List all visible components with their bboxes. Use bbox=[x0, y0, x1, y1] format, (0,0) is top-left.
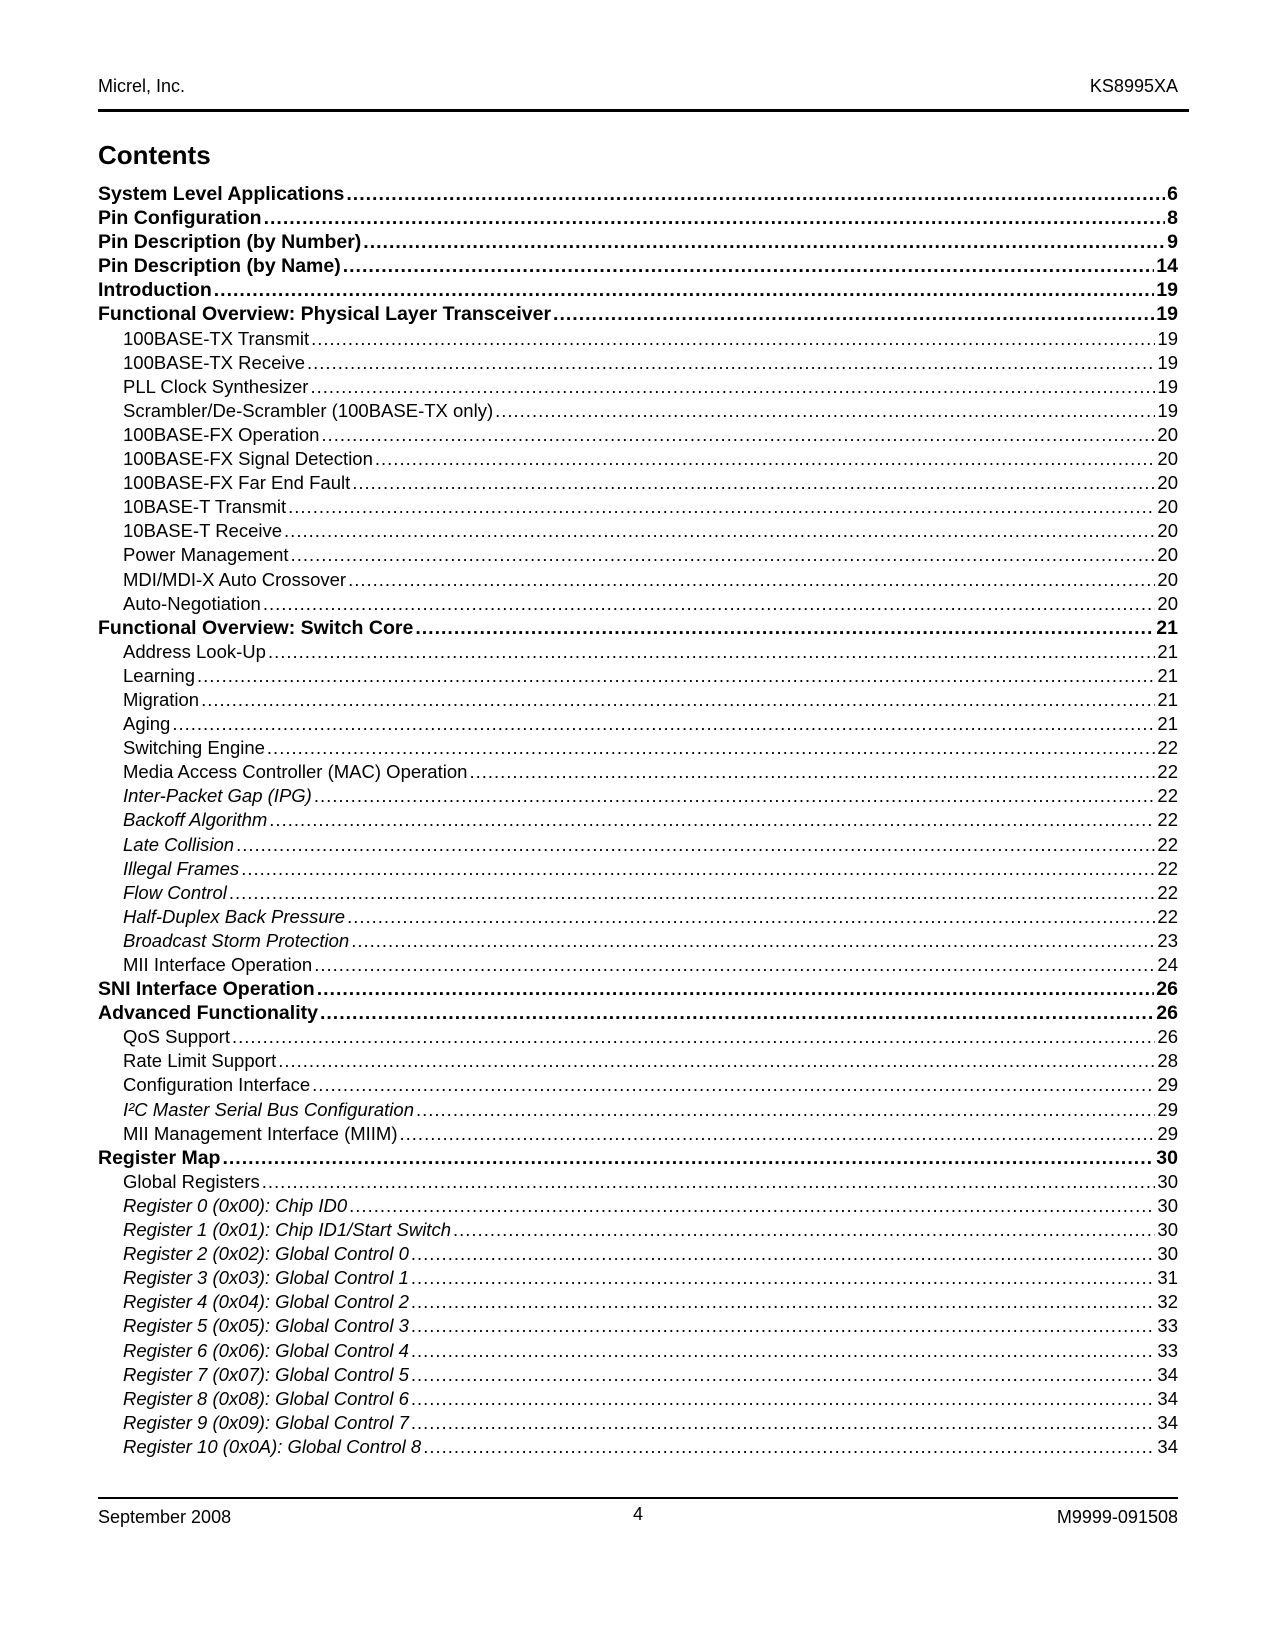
toc-entry-label: 10BASE-T Transmit bbox=[123, 496, 287, 518]
toc-entry[interactable] bbox=[98, 833, 1178, 857]
toc-entry[interactable] bbox=[98, 1170, 1178, 1194]
dot-leader bbox=[411, 1266, 1156, 1290]
dot-leader bbox=[411, 1363, 1156, 1387]
toc-entry-page: 9 bbox=[1167, 231, 1178, 254]
toc-entry[interactable] bbox=[98, 784, 1178, 808]
toc-entry[interactable] bbox=[98, 182, 1178, 206]
toc-entry-label: Flow Control bbox=[123, 881, 227, 903]
toc-entry[interactable] bbox=[98, 1098, 1178, 1122]
dot-leader bbox=[197, 664, 1155, 688]
toc-entry-label: Scrambler/De-Scrambler (100BASE-TX only) bbox=[123, 399, 494, 421]
header-company: Micrel, Inc. bbox=[98, 76, 186, 96]
toc-entry[interactable] bbox=[98, 1025, 1178, 1049]
toc-entry-page: 21 bbox=[1156, 616, 1178, 639]
toc-entry-label: 100BASE-FX Far End Fault bbox=[123, 472, 351, 494]
toc-entry[interactable] bbox=[98, 1363, 1178, 1387]
toc-entry-page: 21 bbox=[1157, 640, 1178, 662]
toc-entry-label: Switching Engine bbox=[123, 737, 265, 759]
toc-entry-page: 30 bbox=[1157, 1243, 1178, 1265]
toc-entry-label: Introduction bbox=[98, 279, 212, 302]
toc-entry-page: 20 bbox=[1157, 592, 1178, 614]
dot-leader bbox=[264, 206, 1166, 230]
toc-entry[interactable] bbox=[98, 1073, 1178, 1097]
toc-entry-page: 26 bbox=[1156, 1002, 1178, 1025]
dot-leader bbox=[348, 568, 1155, 592]
toc-entry-label: Register 1 (0x01): Chip ID1/Start Switch bbox=[123, 1219, 451, 1241]
toc-entry-label: Advanced Functionality bbox=[98, 1002, 318, 1025]
toc-entry-page: 20 bbox=[1157, 568, 1178, 590]
page-title: Contents bbox=[98, 140, 211, 170]
toc-entry[interactable] bbox=[98, 640, 1178, 664]
toc-entry-label: Illegal Frames bbox=[123, 857, 240, 879]
toc-entry-label: Pin Description (by Name) bbox=[98, 255, 341, 278]
dot-leader bbox=[553, 302, 1154, 326]
toc-entry-label: Register 10 (0x0A): Global Control 8 bbox=[123, 1435, 422, 1457]
toc-entry-page: 34 bbox=[1157, 1435, 1178, 1457]
dot-leader bbox=[291, 543, 1156, 567]
toc-entry[interactable] bbox=[98, 254, 1178, 278]
toc-entry-label: Register 2 (0x02): Global Control 0 bbox=[123, 1243, 409, 1265]
toc-entry-page: 21 bbox=[1157, 664, 1178, 686]
toc-entry-label: 10BASE-T Receive bbox=[123, 520, 283, 542]
dot-leader bbox=[314, 953, 1155, 977]
dot-leader bbox=[262, 1170, 1156, 1194]
toc-entry-label: Migration bbox=[123, 688, 200, 710]
dot-leader bbox=[352, 471, 1155, 495]
toc-entry-page: 23 bbox=[1157, 929, 1178, 951]
dot-leader bbox=[241, 857, 1155, 881]
dot-leader bbox=[321, 423, 1155, 447]
toc-entry-label: Pin Description (by Number) bbox=[98, 231, 362, 254]
table-of-contents bbox=[98, 182, 1178, 1459]
toc-entry-page: 19 bbox=[1157, 327, 1178, 349]
dot-leader bbox=[267, 736, 1156, 760]
toc-entry[interactable] bbox=[98, 616, 1178, 640]
toc-entry[interactable] bbox=[98, 929, 1178, 953]
toc-entry[interactable] bbox=[98, 230, 1178, 254]
toc-entry-page: 19 bbox=[1156, 279, 1178, 302]
toc-entry-page: 29 bbox=[1157, 1122, 1178, 1144]
toc-entry[interactable] bbox=[98, 953, 1178, 977]
dot-leader bbox=[343, 254, 1155, 278]
toc-entry-label: Register 6 (0x06): Global Control 4 bbox=[123, 1339, 409, 1361]
dot-leader bbox=[278, 1049, 1155, 1073]
toc-entry-page: 6 bbox=[1167, 183, 1178, 205]
toc-entry[interactable] bbox=[98, 736, 1178, 760]
toc-entry-page: 21 bbox=[1157, 713, 1178, 735]
toc-entry-label: MDI/MDI-X Auto Crossover bbox=[123, 568, 347, 590]
toc-entry-page: 30 bbox=[1157, 1194, 1178, 1216]
toc-entry[interactable] bbox=[98, 664, 1178, 688]
toc-entry-page: 22 bbox=[1157, 761, 1178, 783]
toc-entry-label: Register 5 (0x05): Global Control 3 bbox=[123, 1315, 409, 1337]
toc-entry[interactable] bbox=[98, 302, 1178, 326]
page-header bbox=[98, 76, 1178, 97]
toc-entry-label: Functional Overview: Physical Layer Transceiver bbox=[98, 303, 552, 326]
toc-entry[interactable] bbox=[98, 495, 1178, 519]
toc-entry-page: 34 bbox=[1157, 1411, 1178, 1433]
toc-entry-page: 30 bbox=[1157, 1170, 1178, 1192]
footer-doc-number: M9999-091508 bbox=[1056, 1507, 1178, 1527]
dot-leader bbox=[411, 1290, 1156, 1314]
toc-entry-label: MII Management Interface (MIIM) bbox=[123, 1122, 398, 1144]
toc-entry-page: 34 bbox=[1157, 1387, 1178, 1409]
dot-leader bbox=[317, 977, 1155, 1001]
toc-entry-page: 30 bbox=[1156, 1146, 1178, 1169]
toc-entry-label: Backoff Algorithm bbox=[123, 809, 268, 831]
toc-entry[interactable] bbox=[98, 471, 1178, 495]
toc-entry[interactable] bbox=[98, 543, 1178, 567]
dot-leader bbox=[411, 1387, 1156, 1411]
dot-leader bbox=[411, 1242, 1156, 1266]
toc-entry[interactable] bbox=[98, 1435, 1178, 1459]
toc-entry-page: 20 bbox=[1157, 423, 1178, 445]
toc-entry-page: 19 bbox=[1157, 399, 1178, 421]
toc-entry-page: 20 bbox=[1157, 520, 1178, 542]
dot-leader bbox=[320, 1001, 1154, 1025]
dot-leader bbox=[311, 327, 1155, 351]
toc-entry-page: 22 bbox=[1157, 833, 1178, 855]
toc-entry-page: 22 bbox=[1157, 905, 1178, 927]
toc-entry[interactable] bbox=[98, 327, 1178, 351]
footer-rule bbox=[98, 1497, 1178, 1499]
toc-entry-page: 20 bbox=[1157, 448, 1178, 470]
toc-entry-page: 34 bbox=[1157, 1363, 1178, 1385]
page-number: 4 bbox=[632, 1504, 643, 1524]
dot-leader bbox=[201, 688, 1155, 712]
dot-leader bbox=[423, 1435, 1155, 1459]
toc-entry[interactable] bbox=[98, 1122, 1178, 1146]
toc-entry[interactable] bbox=[98, 399, 1178, 423]
dot-leader bbox=[263, 592, 1156, 616]
dot-leader bbox=[232, 1025, 1155, 1049]
dot-leader bbox=[310, 375, 1155, 399]
toc-entry-page: 14 bbox=[1156, 255, 1178, 278]
toc-entry-label: Inter-Packet Gap (IPG) bbox=[123, 785, 312, 807]
toc-entry[interactable] bbox=[98, 447, 1178, 471]
toc-entry-page: 24 bbox=[1157, 954, 1178, 975]
toc-entry-page: 20 bbox=[1157, 544, 1178, 566]
toc-entry-label: Register 8 (0x08): Global Control 6 bbox=[123, 1387, 409, 1409]
toc-entry[interactable] bbox=[98, 1339, 1178, 1363]
toc-entry-label: Global Registers bbox=[123, 1170, 260, 1192]
toc-entry-label: MII Interface Operation bbox=[123, 954, 313, 975]
toc-entry-label: 100BASE-FX Signal Detection bbox=[123, 448, 373, 470]
toc-entry-label: Auto-Negotiation bbox=[123, 592, 261, 614]
toc-entry-label: Pin Configuration bbox=[98, 207, 262, 230]
dot-leader bbox=[351, 929, 1155, 953]
toc-entry[interactable] bbox=[98, 1242, 1178, 1266]
dot-leader bbox=[288, 495, 1155, 519]
dot-leader bbox=[349, 1194, 1155, 1218]
toc-entry-page: 21 bbox=[1157, 688, 1178, 710]
dot-leader bbox=[222, 1146, 1154, 1170]
toc-entry-label: System Level Applications bbox=[98, 183, 345, 205]
dot-leader bbox=[268, 640, 1155, 664]
toc-entry-page: 28 bbox=[1157, 1050, 1178, 1072]
toc-entry-page: 22 bbox=[1157, 809, 1178, 831]
dot-leader bbox=[284, 519, 1155, 543]
toc-entry[interactable] bbox=[98, 1290, 1178, 1314]
toc-entry-page: 29 bbox=[1157, 1098, 1178, 1120]
toc-entry-page: 19 bbox=[1157, 351, 1178, 373]
toc-entry[interactable] bbox=[98, 1049, 1178, 1073]
toc-entry[interactable] bbox=[98, 568, 1178, 592]
toc-entry-page: 33 bbox=[1157, 1315, 1178, 1337]
toc-entry[interactable] bbox=[98, 1387, 1178, 1411]
toc-entry[interactable] bbox=[98, 808, 1178, 832]
dot-leader bbox=[347, 905, 1155, 929]
toc-entry-page: 22 bbox=[1157, 737, 1178, 759]
toc-entry-label: Address Look-Up bbox=[123, 640, 266, 662]
toc-entry-label: I²C Master Serial Bus Configuration bbox=[123, 1098, 414, 1120]
toc-entry-page: 22 bbox=[1157, 785, 1178, 807]
toc-entry-page: 29 bbox=[1157, 1074, 1178, 1096]
dot-leader bbox=[415, 616, 1154, 640]
dot-leader bbox=[346, 182, 1165, 206]
page-footer bbox=[98, 1504, 1178, 1528]
toc-entry[interactable] bbox=[98, 423, 1178, 447]
header-part-number: KS8995XA bbox=[1089, 76, 1178, 96]
toc-entry[interactable] bbox=[98, 1411, 1178, 1435]
toc-entry-page: 8 bbox=[1167, 207, 1178, 230]
toc-entry-label: Configuration Interface bbox=[123, 1074, 311, 1096]
dot-leader bbox=[469, 760, 1155, 784]
toc-entry-label: 100BASE-TX Receive bbox=[123, 351, 306, 373]
toc-entry[interactable] bbox=[98, 278, 1178, 302]
toc-entry-page: 20 bbox=[1157, 496, 1178, 518]
toc-entry-label: 100BASE-FX Operation bbox=[123, 423, 320, 445]
toc-entry-page: 32 bbox=[1157, 1291, 1178, 1313]
dot-leader bbox=[307, 351, 1155, 375]
toc-entry[interactable] bbox=[98, 905, 1178, 929]
dot-leader bbox=[172, 712, 1155, 736]
toc-entry-label: Power Management bbox=[123, 544, 289, 566]
toc-entry[interactable] bbox=[98, 1266, 1178, 1290]
toc-entry[interactable] bbox=[98, 1218, 1178, 1242]
toc-entry[interactable] bbox=[98, 1146, 1178, 1170]
toc-entry-label: Learning bbox=[123, 664, 196, 686]
footer-date: September 2008 bbox=[98, 1507, 232, 1527]
dot-leader bbox=[312, 1073, 1155, 1097]
toc-entry[interactable] bbox=[98, 375, 1178, 399]
toc-entry-page: 26 bbox=[1157, 1026, 1178, 1048]
dot-leader bbox=[229, 881, 1156, 905]
dot-leader bbox=[375, 447, 1156, 471]
toc-entry-label: SNI Interface Operation bbox=[98, 978, 315, 1001]
toc-entry-label: Late Collision bbox=[123, 833, 235, 855]
toc-entry-label: Register 9 (0x09): Global Control 7 bbox=[123, 1411, 409, 1433]
toc-entry-label: QoS Support bbox=[123, 1026, 230, 1048]
toc-entry-label: Broadcast Storm Protection bbox=[123, 929, 350, 951]
toc-entry[interactable] bbox=[98, 977, 1178, 1001]
dot-leader bbox=[363, 230, 1165, 254]
toc-entry[interactable] bbox=[98, 688, 1178, 712]
toc-entry[interactable] bbox=[98, 351, 1178, 375]
dot-leader bbox=[400, 1122, 1156, 1146]
toc-entry-page: 19 bbox=[1156, 303, 1178, 326]
toc-entry-label: Media Access Controller (MAC) Operation bbox=[123, 761, 468, 783]
dot-leader bbox=[236, 833, 1155, 857]
toc-entry-label: Register 4 (0x04): Global Control 2 bbox=[123, 1291, 409, 1313]
toc-entry-label: Aging bbox=[123, 713, 171, 735]
toc-entry-page: 30 bbox=[1157, 1219, 1178, 1241]
toc-entry-label: Register Map bbox=[98, 1146, 221, 1169]
toc-entry[interactable] bbox=[98, 519, 1178, 543]
dot-leader bbox=[411, 1314, 1156, 1338]
toc-entry[interactable] bbox=[98, 881, 1178, 905]
toc-entry[interactable] bbox=[98, 1314, 1178, 1338]
toc-entry-page: 31 bbox=[1157, 1267, 1178, 1289]
toc-entry-label: Register 0 (0x00): Chip ID0 bbox=[123, 1194, 348, 1216]
dot-leader bbox=[495, 399, 1155, 423]
toc-entry[interactable] bbox=[98, 1194, 1178, 1218]
toc-entry-label: Rate Limit Support bbox=[123, 1050, 277, 1072]
toc-entry[interactable] bbox=[98, 592, 1178, 616]
toc-entry-label: 100BASE-TX Transmit bbox=[123, 327, 310, 349]
dot-leader bbox=[314, 784, 1156, 808]
toc-entry[interactable] bbox=[98, 857, 1178, 881]
toc-entry-label: Register 7 (0x07): Global Control 5 bbox=[123, 1363, 409, 1385]
toc-entry[interactable] bbox=[98, 712, 1178, 736]
dot-leader bbox=[416, 1098, 1155, 1122]
dot-leader bbox=[411, 1339, 1156, 1363]
toc-entry-page: 20 bbox=[1157, 472, 1178, 494]
toc-entry[interactable] bbox=[98, 1001, 1178, 1025]
toc-entry-page: 33 bbox=[1157, 1339, 1178, 1361]
dot-leader bbox=[453, 1218, 1155, 1242]
toc-entry[interactable] bbox=[98, 760, 1178, 784]
toc-entry-label: Half-Duplex Back Pressure bbox=[123, 905, 346, 927]
dot-leader bbox=[411, 1411, 1156, 1435]
toc-entry-label: Functional Overview: Switch Core bbox=[98, 616, 414, 639]
toc-entry[interactable] bbox=[98, 206, 1178, 230]
header-rule bbox=[98, 109, 1189, 112]
toc-entry-page: 22 bbox=[1157, 881, 1178, 903]
toc-entry-label: Register 3 (0x03): Global Control 1 bbox=[123, 1267, 409, 1289]
toc-entry-page: 26 bbox=[1156, 978, 1178, 1001]
dot-leader bbox=[269, 808, 1155, 832]
dot-leader bbox=[214, 278, 1155, 302]
toc-entry-label: PLL Clock Synthesizer bbox=[123, 375, 309, 397]
toc-entry-page: 19 bbox=[1157, 375, 1178, 397]
toc-entry-page: 22 bbox=[1157, 857, 1178, 879]
